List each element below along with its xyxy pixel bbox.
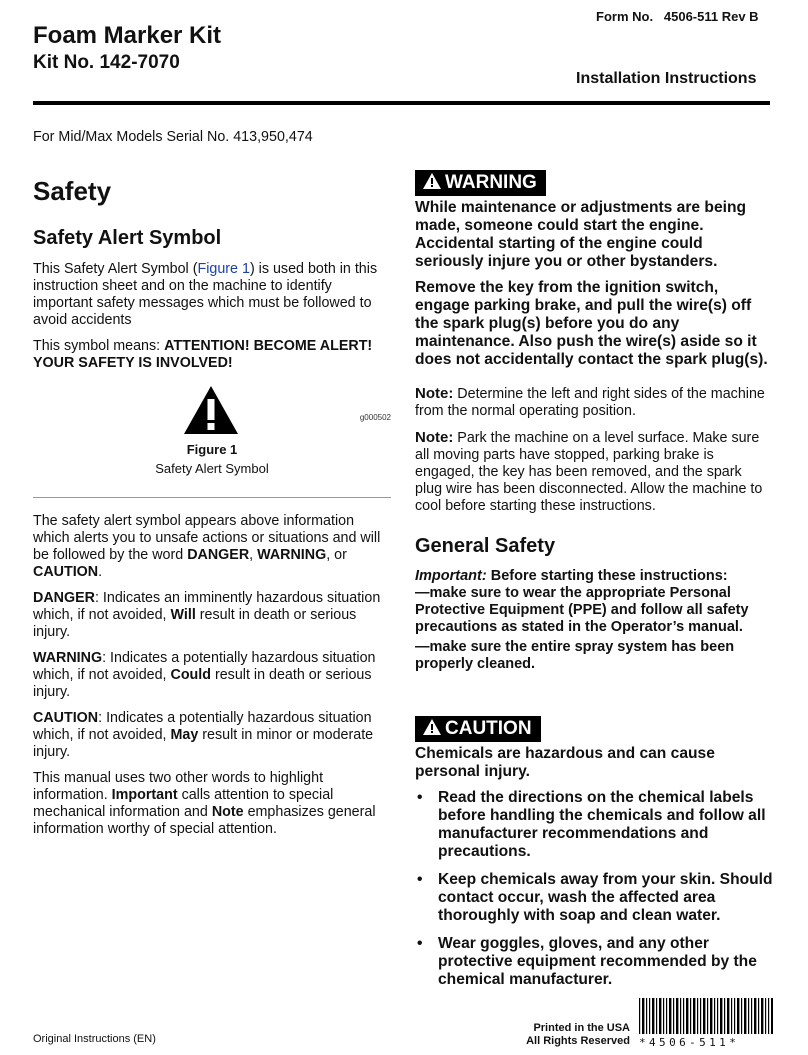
subsection-title: Safety Alert Symbol bbox=[33, 227, 222, 249]
serial-line: For Mid/Max Models Serial No. 413,950,474 bbox=[33, 129, 313, 145]
caution-definition: CAUTION: Indicates a potentially hazardous situation which, if not avoided, May result in minor or moderate injury. bbox=[33, 710, 374, 760]
doc-type: Installation Instructions bbox=[576, 70, 757, 87]
warning-triangle-icon bbox=[423, 173, 441, 189]
figure-label: Figure 1 bbox=[186, 442, 238, 457]
list-item: • Read the directions on the chemical labels before handling the chemicals and follow all manufacturer recommendations and precautions. bbox=[417, 789, 766, 860]
warning-text-2: Remove the key from the ignition switch, engage parking brake, and pull the wire(s) off the spark plug(s) before you do any maintenance. Also push the wire(s) aside so it does not accidentally contact the spark plug(s). bbox=[415, 279, 768, 368]
symbol-means: This symbol means: ATTENTION! BECOME ALERT! YOUR SAFETY IS INVOLVED! bbox=[33, 338, 373, 371]
doc-title: Foam Marker Kit bbox=[33, 22, 222, 49]
figure-caption: Safety Alert Symbol bbox=[155, 461, 269, 476]
header-rule bbox=[33, 101, 770, 105]
note-2: Note: Park the machine on a level surface. Make sure all moving parts have stopped, parking brake is engaged, the key has been removed, and the spark plug wire has been disconnected. Allow the machine to cool before starting these instructions. bbox=[415, 429, 763, 514]
barcode-text: *4506-511* bbox=[639, 1036, 740, 1049]
warning-text-1: While maintenance or adjustments are being made, someone could start the engine. Accidental starting of the engine could seriously injure you or other bystanders. bbox=[415, 199, 747, 270]
section-title: Safety bbox=[33, 176, 112, 206]
list-item: • Keep chemicals away from your skin. Should contact occur, wash the affected area thoroughly with soap and clean water. bbox=[417, 871, 773, 924]
copyright-block: Printed in the USA All Rights Reserved bbox=[526, 1022, 630, 1047]
alert-explanation: The safety alert symbol appears above information which alerts you to unsafe actions or situations and will be followed by the word DANGER, WARNING, or CAUTION. bbox=[33, 513, 381, 580]
figure-1-link[interactable]: Figure 1 bbox=[197, 261, 250, 277]
figure-code: g000502 bbox=[359, 413, 391, 422]
caution-list bbox=[415, 789, 773, 989]
list-item: • Wear goggles, gloves, and any other protective equipment recommended by the chemical manufacturer. bbox=[417, 935, 757, 988]
warning-definition: WARNING: Indicates a potentially hazardous situation which, if not avoided, Could result in death or serious injury. bbox=[33, 650, 376, 700]
caution-triangle-icon bbox=[423, 719, 441, 735]
kit-number: Kit No. 142-7070 bbox=[33, 52, 180, 73]
right-column bbox=[415, 199, 771, 673]
general-safety-title: General Safety bbox=[415, 535, 556, 557]
left-column bbox=[33, 176, 391, 476]
caution-badge: CAUTION bbox=[415, 716, 541, 742]
original-instructions: Original Instructions (EN) bbox=[33, 1033, 156, 1045]
caution-section bbox=[415, 745, 773, 999]
barcode-icon bbox=[639, 998, 773, 1034]
spray-text: —make sure the entire spray system has been properly cleaned. bbox=[415, 639, 735, 672]
form-number: Form No. 4506-511 Rev B bbox=[596, 9, 759, 24]
warning-badge: WARNING bbox=[415, 170, 546, 196]
manual-words: This manual uses two other words to highlight information. Important calls attention to special mechanical information and Note emphasizes general information worthy of special attention. bbox=[33, 770, 376, 837]
important-line: Important: Before starting these instructions: bbox=[415, 568, 728, 584]
left-column-lower bbox=[33, 513, 391, 838]
figure-divider bbox=[33, 497, 391, 498]
danger-definition: DANGER: Indicates an imminently hazardous situation which, if not avoided, Will result in death or serious injury. bbox=[33, 590, 381, 640]
ppe-text: —make sure to wear the appropriate Personal Protective Equipment (PPE) and follow all safety precautions as stated in the Operator’s manual. bbox=[415, 585, 749, 635]
caution-intro: Chemicals are hazardous and can cause personal injury. bbox=[415, 745, 715, 780]
safety-alert-symbol-icon bbox=[183, 385, 239, 435]
note-1: Note: Determine the left and right sides of the machine from the normal operating position. bbox=[415, 385, 765, 419]
intro-paragraph: This Safety Alert Symbol (Figure 1) is used both in this instruction sheet and on the machine to identify important safety messages which must be followed to avoid accidents bbox=[33, 261, 378, 328]
figure-area bbox=[33, 385, 391, 439]
